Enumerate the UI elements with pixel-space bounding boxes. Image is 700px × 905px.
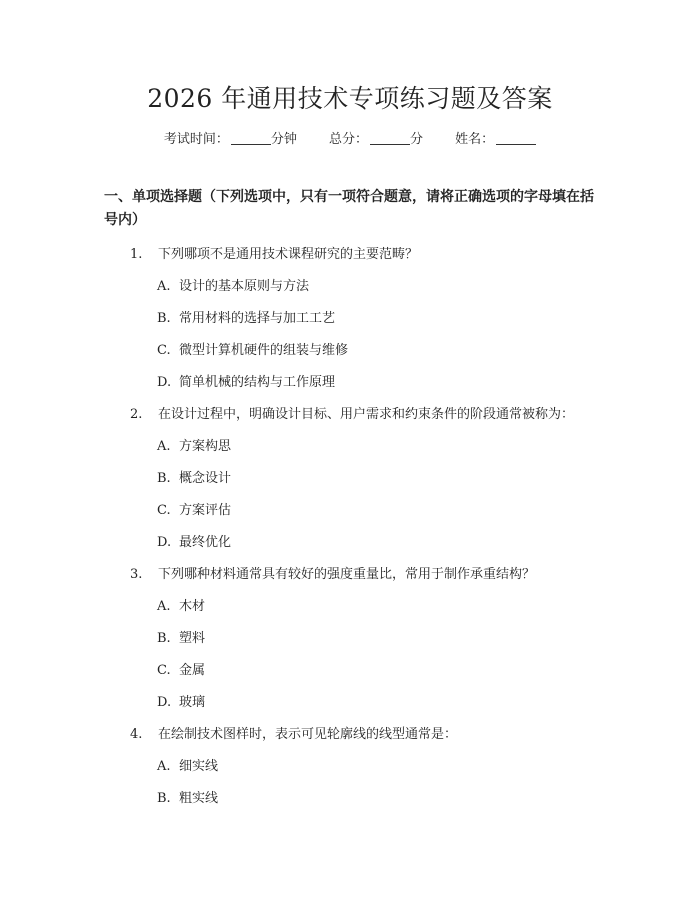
- option-text: 金属: [179, 663, 206, 678]
- question-text: 下列哪项不是通用技术课程研究的主要范畴？: [158, 247, 419, 262]
- option-text: 木材: [179, 599, 206, 614]
- question-3-option-a: [157, 597, 205, 617]
- option-text: 最终优化: [179, 535, 232, 550]
- question-4-option-a: [157, 757, 218, 777]
- question-2: [130, 405, 574, 425]
- option-text: 概念设计: [179, 471, 232, 486]
- option-text: 微型计算机硬件的组装与维修: [179, 343, 349, 358]
- question-2-option-c: [157, 501, 231, 521]
- total-score-label: 总分：: [328, 132, 368, 147]
- option-letter: D.: [157, 695, 172, 710]
- question-4-option-b: [157, 789, 218, 809]
- exam-time-blank: [231, 130, 271, 145]
- question-1-option-c: [157, 341, 348, 361]
- option-text: 粗实线: [179, 791, 219, 806]
- question-3-option-d: [157, 693, 205, 713]
- option-text: 方案评估: [179, 503, 232, 518]
- option-letter: D.: [157, 375, 172, 390]
- total-score-blank: [370, 130, 410, 145]
- document-title: 2026 年通用技术专项练习题及答案: [147, 84, 553, 113]
- option-letter: B.: [157, 311, 171, 326]
- question-2-option-d: [157, 533, 231, 553]
- option-letter: B.: [157, 791, 171, 806]
- question-3-option-c: [157, 661, 205, 681]
- student-name-field: [455, 130, 536, 150]
- question-1-option-d: [157, 373, 335, 393]
- option-letter: A.: [157, 599, 171, 614]
- option-text: 细实线: [179, 759, 219, 774]
- option-text: 方案构思: [179, 439, 232, 454]
- question-number: 3.: [130, 567, 143, 582]
- exam-time-unit: 分钟: [270, 132, 297, 147]
- option-letter: C.: [157, 663, 171, 678]
- question-1: [130, 245, 418, 265]
- option-text: 简单机械的结构与工作原理: [179, 375, 336, 390]
- question-4: [130, 725, 457, 745]
- question-2-option-a: [157, 437, 231, 457]
- option-text: 玻璃: [179, 695, 206, 710]
- option-letter: C.: [157, 343, 171, 358]
- question-number: 2.: [130, 407, 143, 422]
- question-1-option-a: [157, 277, 309, 297]
- option-letter: A.: [157, 439, 171, 454]
- question-text: 下列哪种材料通常具有较好的强度重量比，常用于制作承重结构？: [158, 567, 536, 582]
- exam-time-field: [164, 130, 297, 150]
- student-name-label: 姓名：: [455, 132, 495, 147]
- option-letter: D.: [157, 535, 172, 550]
- question-1-option-b: [157, 309, 335, 329]
- option-text: 常用材料的选择与加工工艺: [179, 311, 336, 326]
- section-heading: 一、单项选择题（下列选项中，只有一项符合题意，请将正确选项的字母填在括号内）: [104, 189, 594, 228]
- question-3: [130, 565, 535, 585]
- question-number: 4.: [130, 727, 143, 742]
- option-letter: A.: [157, 759, 171, 774]
- question-number: 1.: [130, 247, 143, 262]
- exam-info: [0, 130, 700, 150]
- question-3-option-b: [157, 629, 205, 649]
- option-text: 塑料: [179, 631, 206, 646]
- total-score-unit: 分: [410, 132, 424, 147]
- exam-time-label: 考试时间：: [163, 132, 229, 147]
- student-name-blank: [496, 130, 536, 145]
- option-letter: A.: [157, 279, 171, 294]
- question-text: 在设计过程中，明确设计目标、用户需求和约束条件的阶段通常被称为：: [158, 407, 575, 422]
- option-letter: B.: [157, 471, 171, 486]
- option-text: 设计的基本原则与方法: [179, 279, 310, 294]
- option-letter: C.: [157, 503, 171, 518]
- option-letter: B.: [157, 631, 171, 646]
- total-score-field: [329, 130, 423, 150]
- question-text: 在绘制技术图样时，表示可见轮廓线的线型通常是：: [158, 727, 458, 742]
- question-2-option-b: [157, 469, 231, 489]
